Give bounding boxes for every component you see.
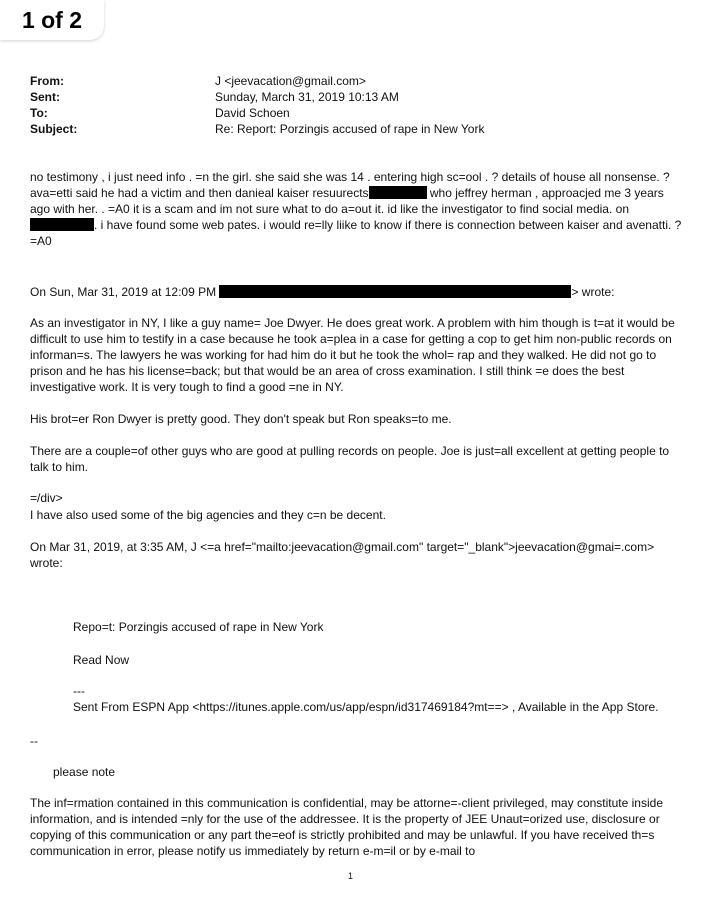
quoted-attribution xyxy=(30,285,685,301)
reply-text-1: no testimony , i just need info . =n the girl. she said she was 14 . entering high sc=ool . ? details of house all nonsense. ? ava=etti said he had a victim and then danieal kaiser resuurects xyxy=(30,170,670,200)
separator-text: --- xyxy=(73,684,85,698)
others-paragraph: There are a couple=of other guys who are good at pulling records on people. Joe is just=all excellent at getting people to talk to him. xyxy=(30,444,670,474)
redaction-bar xyxy=(219,285,571,298)
wrote-text: > wrote: xyxy=(571,285,615,299)
brother-paragraph: His brot=er Ron Dwyer is pretty good. They don't speak but Ron speaks=to me. xyxy=(30,412,452,426)
page-indicator: 1 of 2 xyxy=(0,0,104,40)
redaction-bar xyxy=(369,186,427,199)
sent-label: Sent: xyxy=(30,90,60,104)
reply-paragraph xyxy=(30,170,685,250)
to-value: David Schoen xyxy=(215,106,290,120)
from-label: From: xyxy=(30,74,64,88)
page-number: 1 xyxy=(348,871,354,881)
to-label: To: xyxy=(30,106,48,120)
from-value: J <jeevacation@gmail.com> xyxy=(215,74,366,88)
confidentiality-disclaimer: The inf=rmation contained in this communication is confidential, may be attorne=-client privileged, may constitute inside information, and is intended =nly for the use of the addressee. It is the property of JEE Unaut=orized use, disclosure or copying of this communication or any part the=eof is strictly prohibited and may be unlawful. If you have received th=s communication in error, please notify us immediately by return e-m=il or by e-mail to xyxy=(30,796,663,858)
reply-text-3: . i have found some web pates. i would re=lly liike to know if there is connection between kaiser and avenatti. ? =A0 xyxy=(30,217,682,248)
agencies-paragraph: I have also used some of the big agencies and they c=n be decent. xyxy=(30,508,386,522)
subject-value: Re: Report: Porzingis accused of rape in New York xyxy=(215,122,485,136)
reply-text-2: who jeffrey herman , approacjed me 3 years ago with her. . =A0 it is a scam and im not sure what to do a=out it. id like the investigator to find social media. on xyxy=(30,185,664,216)
investigator-paragraph: As an investigator in NY, I like a guy name= Joe Dwyer. He does great work. A problem with him though is t=at it would be difficult to use him to testify in a case because he took a=plea in a case for getting a cop to get him non-public records on informan=s. The lawyers he was working for had him do it but he took the whol= rap and they walked. He did not go to prison and he has his license=back; but that would be an area of cross examination. I still think =e does the best investigative work. It is very tough to find a good =ne in NY. xyxy=(30,316,675,394)
signature-dash: -- xyxy=(30,734,38,748)
redaction-bar xyxy=(30,218,94,231)
sent-value: Sunday, March 31, 2019 10:13 AM xyxy=(215,90,399,104)
subject-label: Subject: xyxy=(30,122,78,136)
please-note-text: please note xyxy=(53,765,116,779)
div-artifact-text: =/div> xyxy=(30,491,63,505)
original-attribution: On Mar 31, 2019, at 3:35 AM, J <=a href="mailto:jeevacation@gmail.com" target="_blank">jeevacation@gmai=.com> wrote: xyxy=(30,540,655,570)
read-now-text: Read Now xyxy=(73,653,130,667)
espn-app-line: Sent From ESPN App <https://itunes.apple.com/us/app/espn/id317469184?mt==> , Available in the App Store. xyxy=(73,700,659,714)
on-sun-text: On Sun, Mar 31, 2019 at 12:09 PM xyxy=(30,285,217,299)
quoted-subject: Repo=t: Porzingis accused of rape in New York xyxy=(73,620,324,634)
